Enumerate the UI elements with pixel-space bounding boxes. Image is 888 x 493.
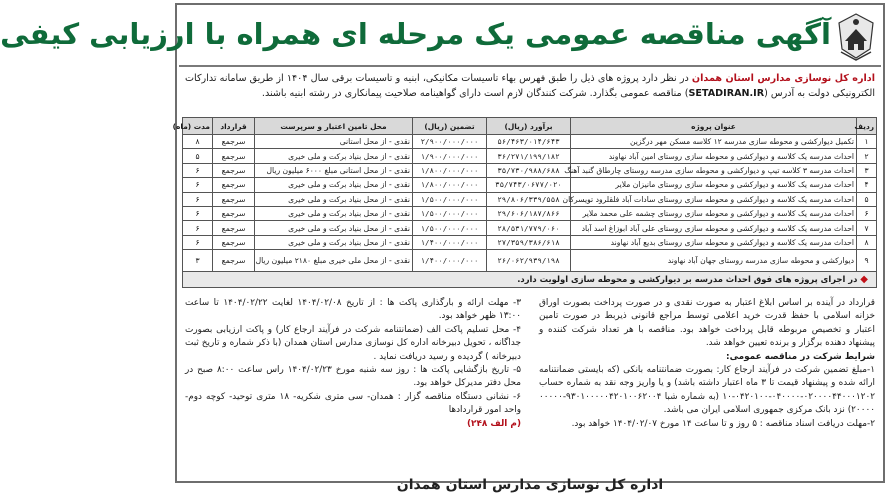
project-funding: نقدی - از محل بنیاد برکت و ملی خیری — [255, 235, 413, 249]
project-contract: سرجمع — [213, 206, 255, 220]
project-funding: نقدی - از محل ملی خیری مبلغ ۲۱۸۰ میلیون ریال — [255, 250, 413, 272]
table-note-cell — [183, 272, 877, 288]
announcement-page — [0, 3, 885, 493]
conditions-right-column — [539, 297, 875, 431]
project-duration: ۶ — [183, 206, 213, 220]
project-contract: سرجمع — [213, 135, 255, 149]
project-contract: سرجمع — [213, 192, 255, 206]
project-estimate: ۲۹/۶۰۶/۱۸۷/۸۶۶ — [487, 206, 571, 220]
table-row — [183, 149, 877, 163]
table-note-row — [183, 272, 877, 288]
condition-address: ۶- نشانی دستگاه مناقصه گزار : همدان- سی متری شکریه- ۱۸ متری توحید- کوچه دوم- واحد امور قراردادها — [185, 391, 521, 416]
project-funding: نقدی - از محل استانی — [255, 135, 413, 149]
project-duration: ۳ — [183, 250, 213, 272]
column-header: مدت (ماه) — [183, 118, 213, 135]
project-funding: نقدی - از محل بنیاد برکت و ملی خیری — [255, 221, 413, 235]
project-guarantee: ۱/۴۰۰/۰۰۰/۰۰۰ — [413, 235, 487, 249]
project-guarantee: ۱/۵۰۰/۰۰۰/۰۰۰ — [413, 206, 487, 220]
condition-guarantee: ۱-مبلغ تضمین شرکت در فرآیند ارجاع کار: بصورت ضمانتنامه بانکی (که بایستی ضمانتنامه ارائه شده و پیشنهاد قیمت تا ۳ ماه اعتبار داشته باشد) و یا واریز وجه نقد به شماره حساب ۰۲۰۰۰۰۴۴۰۰۰۱۲۰۲-۰۴۰۰۰۰-۰۴۲۰۱۰۰-۱۰ (به شماره شبا ۹۳۰۱۰۰۰۰۰۴۲۰۱۰۰۶۲۰۰۴-۰۰۰۰۰ ۲۰۰۰۰) نزد بانک مرکزی جمهوری اسلامی ایران می باشد. — [539, 365, 875, 416]
intro-paragraph — [185, 71, 875, 101]
project-funding: نقدی - از محل بنیاد برکت و ملی خیری — [255, 178, 413, 192]
project-estimate: ۳۵/۷۳۰/۹۸۸/۶۸۸ — [487, 163, 571, 177]
row-number: ۴ — [857, 178, 877, 192]
header — [0, 5, 883, 67]
project-contract: سرجمع — [213, 149, 255, 163]
project-title: تکمیل دیوارکشی و محوطه سازی مدرسه ۱۲ کلاسه مسکن مهر درگزین — [571, 135, 857, 149]
conditions-section — [185, 297, 875, 483]
project-contract: سرجمع — [213, 163, 255, 177]
project-duration: ۶ — [183, 163, 213, 177]
project-estimate: ۲۷/۳۵۹/۳۸۶/۶۱۸ — [487, 235, 571, 249]
project-title: احداث مدرسه یک کلاسه و دیوارکشی و محوطه سازی روستای سادات آباد فلقلرود تویسرکان — [571, 192, 857, 206]
project-duration: ۶ — [183, 221, 213, 235]
row-number: ۳ — [857, 163, 877, 177]
column-header: تضمین (ریال) — [413, 118, 487, 135]
row-number: ۷ — [857, 221, 877, 235]
page-title: آگهی مناقصه عمومی یک مرحله ای همراه با ارزیابی کیفی — [0, 17, 831, 51]
column-header: برآورد (ریال) — [487, 118, 571, 135]
table-row — [183, 250, 877, 272]
project-title: احداث مدرسه یک کلاسه و دیوارکشی و محوطه سازی روستای امین آباد نهاوند — [571, 149, 857, 163]
intro-text-1: در نظر دارد پروژه های ذیل را طبق فهرس بهاء تاسیسات مکانیکی، ابنیه و تاسیسات برقی سال ۱۴۰۴ از طریق سامانه تدارکات الکترونیکی دولت به آدرس ( — [185, 73, 875, 99]
project-contract: سرجمع — [213, 235, 255, 249]
project-contract: سرجمع — [213, 178, 255, 192]
project-guarantee: ۱/۸۰۰/۰۰۰/۰۰۰ — [413, 163, 487, 177]
table-row — [183, 206, 877, 220]
row-number: ۲ — [857, 149, 877, 163]
row-number: ۹ — [857, 250, 877, 272]
table-row — [183, 221, 877, 235]
diamond-bullet-icon: ◆ — [860, 274, 868, 286]
project-estimate: ۳۵/۷۴۳/۰۶۷۷/۰۲۰ — [487, 178, 571, 192]
row-number: ۱ — [857, 135, 877, 149]
row-number: ۶ — [857, 206, 877, 220]
project-estimate: ۲۸/۵۳۱/۷۷۹/۰۶۰ — [487, 221, 571, 235]
intro-website-link[interactable]: SETADIRAN.IR — [688, 88, 765, 99]
project-title: احداث مدرسه ۳ کلاسه تیپ و دیوارکشی و محوطه سازی مدرسه روستای چارطاق گنبد آهنگ — [571, 163, 857, 177]
project-guarantee: ۱/۸۰۰/۰۰۰/۰۰۰ — [413, 178, 487, 192]
project-guarantee: ۱/۴۰۰/۰۰۰/۰۰۰ — [413, 250, 487, 272]
column-header: محل تامین اعتبار و سرپرست — [255, 118, 413, 135]
intro-organization: اداره کل نوسازی مدارس استان همدان — [691, 73, 875, 84]
table-row — [183, 135, 877, 149]
project-duration: ۵ — [183, 149, 213, 163]
project-guarantee: ۱/۵۰۰/۰۰۰/۰۰۰ — [413, 192, 487, 206]
project-estimate: ۳۶/۲۷۱/۱۹۹/۱۸۲ — [487, 149, 571, 163]
project-estimate: ۲۶/۰۶۲/۹۳۹/۱۹۸ — [487, 250, 571, 272]
project-title: احداث مدرسه یک کلاسه و دیوارکشی و محوطه سازی روستای مانیزان ملایر — [571, 178, 857, 192]
table-header-row — [183, 118, 877, 135]
condition-opening-date: ۵- تاریخ بازگشایی پاکت ها : روز سه شنبه مورخ ۱۴۰۴/۰۲/۲۳ راس ساعت ۸:۰۰ صبح در محل دفتر مدیرکل خواهد بود. — [185, 365, 521, 389]
column-header: عنوان پروژه — [571, 118, 857, 135]
table-row — [183, 235, 877, 249]
payment-terms: قرارداد در آینده بر اساس ابلاغ اعتبار به صورت نقدی و در صورت پرداخت بصورت اوراق خزانه اسلامی با حفظ قدرت خرید اعلامی توسط مراجع قانونی ذیربط در صورت تامین اعتبار و تخصیص مربوطه قابل پرداخت خواهد بود. مناقصه با هر تعداد شرکت کننده و پیشنهاد دهنده برگزار و برنده تعیین خواهد شد. — [539, 298, 875, 349]
project-funding: نقدی - از محل استانی مبلغ ۶۰۰۰ میلیون ریال — [255, 163, 413, 177]
condition-envelope-delivery: ۴- محل تسلیم پاکت الف (ضمانتنامه شرکت در فرآیند ارجاع کار) و پاکت ارزیابی بصورت جداگانه ، تحویل دبیرخانه اداره کل نوسازی مدارس استان همدان (با ذکر شماره و تاریخ ثبت دبیرخانه ) گردیده و رسید دریافت نماید . — [185, 324, 521, 362]
project-duration: ۶ — [183, 178, 213, 192]
project-guarantee: ۱/۵۰۰/۰۰۰/۰۰۰ — [413, 221, 487, 235]
ad-code: (م الف ۲۴۸) — [466, 418, 521, 429]
conditions-left-column — [185, 297, 521, 431]
conditions-heading: شرایط شرکت در مناقصه عمومی: — [726, 351, 875, 362]
projects-table — [172, 117, 877, 288]
table-note-text: در اجرای پروژه های فوق احداث مدرسه بر دیوارکشی و محوطه سازی اولویت دارد. — [517, 274, 858, 285]
project-title: دیوارکشی و محوطه سازی مدرسه روستای جهان آباد نهاوند — [571, 250, 857, 272]
column-header: ردیف — [857, 118, 877, 135]
title-divider — [179, 65, 881, 67]
project-funding: نقدی - از محل بنیاد برکت و ملی خیری — [255, 206, 413, 220]
project-title: احداث مدرسه یک کلاسه و دیوارکشی و محوطه سازی روستای علی آباد ابوزاغ اسد آباد — [571, 221, 857, 235]
column-header: قرارداد — [213, 118, 255, 135]
project-title: احداث مدرسه یک کلاسه و دیوارکشی و محوطه سازی روستای بدیع آباد نهاوند — [571, 235, 857, 249]
project-funding: نقدی - از محل بنیاد برکت و ملی خیری — [255, 149, 413, 163]
condition-document-deadline: ۲-مهلت دریافت اسناد مناقصه : ۵ روز و تا ساعت ۱۴ مورخ ۱۴۰۴/۰۲/۰۷ خواهد بود. — [571, 418, 875, 429]
project-duration: ۶ — [183, 192, 213, 206]
intro-text-2: ) مناقصه عمومی بگذارد. شرکت کنندگان لازم است دارای گواهینامه صلاحیت پیمانکاری در رشته ابنیه باشند. — [261, 88, 689, 99]
table-row — [183, 178, 877, 192]
row-number: ۵ — [857, 192, 877, 206]
project-estimate: ۲۹/۸۰۶/۳۳۹/۵۵۸ — [487, 192, 571, 206]
project-funding: نقدی - از محل بنیاد برکت و ملی خیری — [255, 192, 413, 206]
project-guarantee: ۱/۹۰۰/۰۰۰/۰۰۰ — [413, 149, 487, 163]
project-estimate: ۵۶/۴۶۳/۰۱۴/۶۴۳ — [487, 135, 571, 149]
project-guarantee: ۲/۹۰۰/۰۰۰/۰۰۰ — [413, 135, 487, 149]
project-title: احداث مدرسه یک کلاسه و دیوارکشی و محوطه سازی روستای چشمه علی محمد ملایر — [571, 206, 857, 220]
project-contract: سرجمع — [213, 250, 255, 272]
project-duration: ۶ — [183, 235, 213, 249]
footer-organization: اداره کل نوسازی مدارس استان همدان — [396, 477, 664, 493]
condition-submission-deadline: ۳- مهلت ارائه و بارگذاری پاکت ها : از تاریخ ۱۴۰۴/۰۲/۰۸ لغایت ۱۴۰۴/۰۲/۲۲ تا ساعت ۱۳:۰۰ ظهر خواهد بود. — [185, 298, 521, 322]
project-contract: سرجمع — [213, 221, 255, 235]
project-duration: ۸ — [183, 135, 213, 149]
row-number: ۸ — [857, 235, 877, 249]
organization-emblem-icon — [833, 11, 879, 61]
table-row — [183, 192, 877, 206]
table-row — [183, 163, 877, 177]
